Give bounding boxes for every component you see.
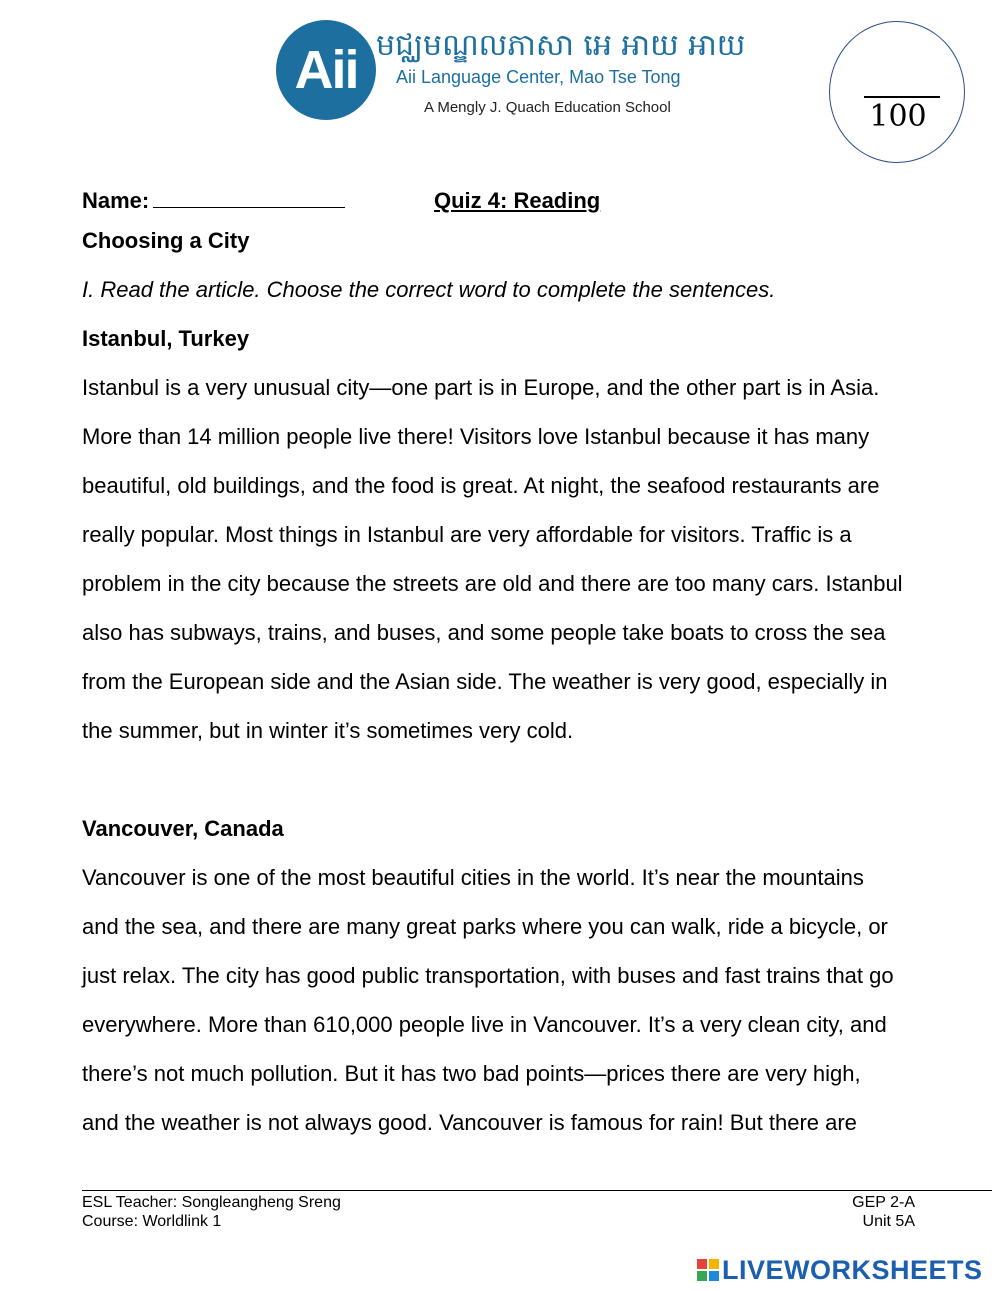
paragraph-line: the summer, but in winter it’s sometimes very cold. (82, 718, 574, 743)
paragraph-line: and the weather is not always good. Vancouver is famous for rain! But there are (82, 1110, 857, 1135)
logo-text: Aii (294, 40, 358, 100)
topic-heading: Choosing a City (82, 228, 250, 253)
paragraph-line: also has subways, trains, and buses, and some people take boats to cross the sea (82, 620, 886, 645)
section-heading: Istanbul, Turkey (82, 326, 250, 351)
footer-teacher: ESL Teacher: Songleangheng Sreng (82, 1194, 341, 1211)
paragraph-line: there’s not much pollution. But it has two bad points—prices there are very high, (82, 1061, 861, 1086)
paragraph-line: from the European side and the Asian side. The weather is very good, especially in (82, 669, 888, 694)
paragraph-line: everywhere. More than 610,000 people live in Vancouver. It’s a very clean city, and (82, 1012, 887, 1037)
vancouver-paragraph (82, 853, 992, 1147)
paragraph-line: and the sea, and there are many great parks where you can walk, ride a bicycle, or (82, 914, 888, 939)
paragraph-line: Vancouver is one of the most beautiful cities in the world. It’s near the mountains (82, 865, 864, 890)
footer-unit: Unit 5A (862, 1213, 915, 1230)
logo-block (697, 1271, 707, 1281)
logo-block (709, 1271, 719, 1281)
paragraph-line: Istanbul is a very unusual city—one part is in Europe, and the other part is in Asia. (82, 375, 880, 400)
paragraph-line: just relax. The city has good public transportation, with buses and fast trains that go (82, 963, 894, 988)
score-total: 100 (869, 99, 927, 134)
quiz-title: Quiz 4: Reading (434, 188, 601, 213)
score-box (829, 21, 965, 163)
footer-divider (82, 1190, 992, 1191)
spacer (82, 755, 992, 804)
footer-level: GEP 2-A (852, 1194, 915, 1211)
school-tagline: A Mengly J. Quach Education School (424, 99, 671, 116)
paragraph-line: really popular. Most things in Istanbul are very affordable for visitors. Traffic is a (82, 522, 852, 547)
instructions: I. Read the article. Choose the correct word to complete the sentences. (82, 277, 776, 302)
section-heading: Vancouver, Canada (82, 816, 284, 841)
khmer-school-name: មជ្ឈមណ្ឌលភាសា អេ អាយ អាយ (376, 28, 746, 63)
paragraph-line: problem in the city because the streets are old and there are too many cars. Istanbul (82, 571, 903, 596)
worksheet-body (82, 176, 992, 1147)
school-name: Aii Language Center, Mao Tse Tong (396, 67, 681, 87)
paragraph-line: More than 14 million people live there! Visitors love Istanbul because it has many (82, 424, 870, 449)
footer-right (800, 1193, 915, 1231)
school-header (276, 20, 756, 120)
paragraph-line: beautiful, old buildings, and the food is great. At night, the seafood restaurants are (82, 473, 880, 498)
name-row (82, 176, 992, 216)
logo-block (697, 1259, 707, 1269)
footer-left (82, 1193, 341, 1231)
liveworksheets-watermark[interactable] (697, 1255, 983, 1285)
name-label: Name: (82, 188, 150, 213)
footer-course: Course: Worldlink 1 (82, 1213, 222, 1230)
logo-block (709, 1259, 719, 1269)
istanbul-paragraph (82, 363, 992, 755)
liveworksheets-logo-icon (697, 1259, 719, 1281)
liveworksheets-text: LIVEWORKSHEETS (722, 1254, 983, 1285)
school-logo (276, 20, 376, 120)
name-blank-field[interactable] (153, 187, 345, 208)
